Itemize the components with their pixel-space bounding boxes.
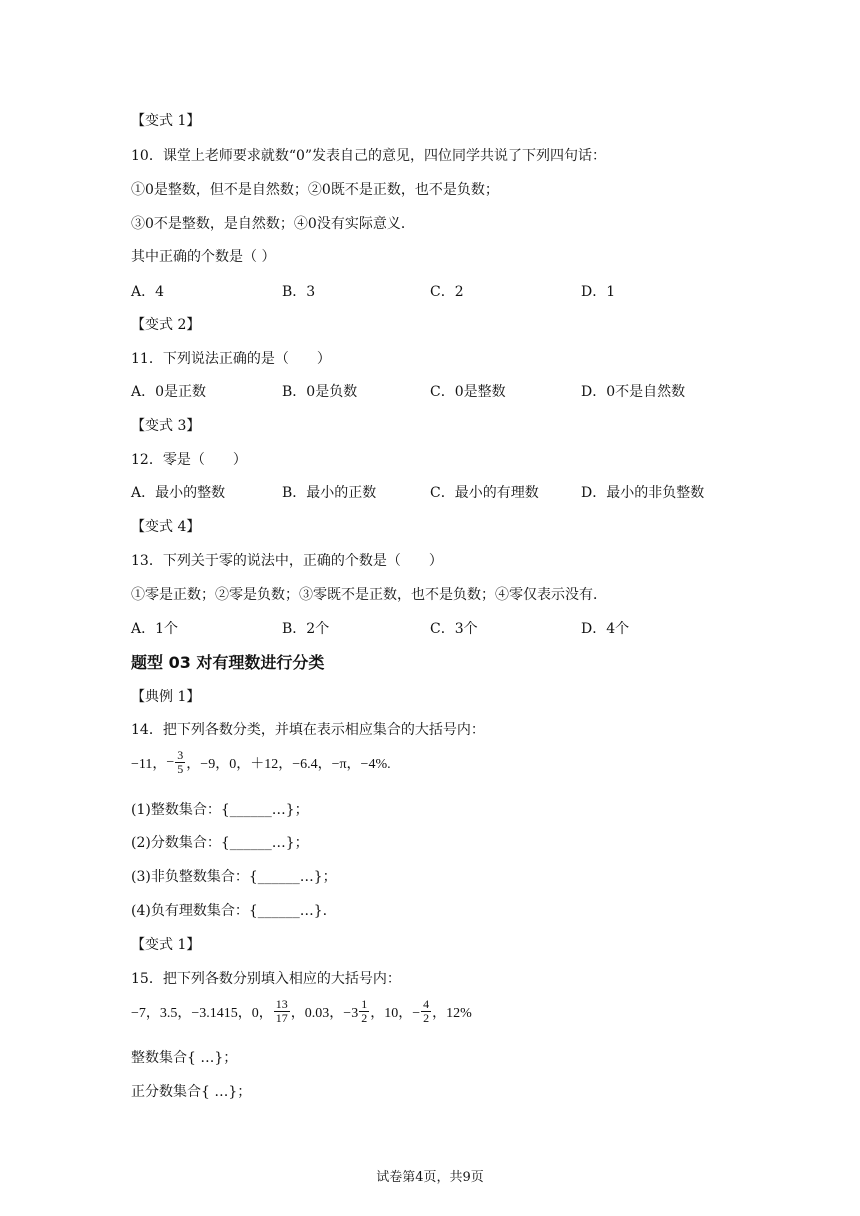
option-c: C．0是整数 <box>430 384 506 400</box>
question-10-stem: 10．课堂上老师要求就数“0”发表自己的意见，四位同学共说了下列四句话： <box>131 148 607 164</box>
fraction-denominator: 17 <box>275 1011 288 1025</box>
fraction-denominator: 2 <box>361 1011 368 1025</box>
option-a: A．1个 <box>131 621 179 637</box>
number-list-part: ，0.03，−3 <box>290 1005 359 1021</box>
variant-label: 【变式 1】 <box>131 937 201 953</box>
fraction <box>421 998 431 1025</box>
option-b: B．0是负数 <box>282 384 358 400</box>
section-heading: 题型 03 对有理数进行分类 <box>131 653 325 672</box>
variant-label: 【变式 2】 <box>131 317 201 333</box>
option-a: A．0是正数 <box>131 384 207 400</box>
fraction-numerator: 1 <box>361 997 368 1011</box>
question-10-statement-2: ③0不是整数，是自然数；④0没有实际意义． <box>131 216 415 232</box>
fraction-numerator: 13 <box>275 997 288 1011</box>
question-14-numbers <box>131 749 391 776</box>
option-b: B．3 <box>282 284 316 300</box>
question-15-stem: 15．把下列各数分别填入相应的大括号内： <box>131 971 401 987</box>
option-d: D．1 <box>581 284 616 300</box>
option-c: C．2 <box>430 284 464 300</box>
number-list-part: ，−9，0，＋12，−6.4，−π，−4%. <box>186 756 391 772</box>
option-d: D．4个 <box>581 621 630 637</box>
example-label: 【典例 1】 <box>131 689 201 705</box>
option-d: D．最小的非负整数 <box>581 485 705 501</box>
question-13-stem: 13．下列关于零的说法中，正确的个数是（ ） <box>131 553 443 569</box>
nonnegative-integer-set-blank: (3)非负整数集合：{______…}； <box>131 869 337 885</box>
fraction <box>359 998 369 1025</box>
negative-rational-set-blank: (4)负有理数集合：{______…}. <box>131 903 328 919</box>
fraction-set-blank: (2)分数集合：{______…}； <box>131 835 309 851</box>
option-c: C．最小的有理数 <box>430 485 539 501</box>
question-14-stem: 14．把下列各数分类，并填在表示相应集合的大括号内： <box>131 722 485 738</box>
fraction-numerator: 4 <box>423 997 430 1011</box>
question-10-statement-1: ①0是整数，但不是自然数；②0既不是正数，也不是负数； <box>131 182 499 198</box>
number-list-part: −7，3.5，−3.1415，0， <box>131 1005 273 1021</box>
fraction-denominator: 5 <box>177 762 184 776</box>
fraction <box>175 749 185 776</box>
question-13-statements: ①零是正数；②零是负数；③零既不是正数，也不是负数；④零仅表示没有． <box>131 587 607 603</box>
variant-label: 【变式 3】 <box>131 418 201 434</box>
fraction-numerator: 3 <box>177 748 184 762</box>
fraction <box>274 998 290 1025</box>
integer-set-blank: 整数集合{ …}； <box>131 1050 238 1066</box>
number-list-part: ，10，− <box>370 1005 421 1021</box>
question-10-ask: 其中正确的个数是（ ） <box>131 249 276 265</box>
option-a: A．最小的整数 <box>131 485 226 501</box>
variant-label: 【变式 4】 <box>131 519 201 535</box>
question-15-numbers <box>131 998 472 1025</box>
option-a: A．4 <box>131 284 165 300</box>
option-d: D．0不是自然数 <box>581 384 686 400</box>
fraction-denominator: 2 <box>423 1011 430 1025</box>
number-list-part: −11， <box>131 756 167 772</box>
question-11-stem: 11．下列说法正确的是（ ） <box>131 351 331 367</box>
option-b: B．最小的正数 <box>282 485 377 501</box>
question-12-stem: 12．零是（ ） <box>131 452 247 468</box>
variant-label: 【变式 1】 <box>131 113 201 129</box>
minus-sign: − <box>166 754 175 770</box>
option-c: C．3个 <box>430 621 478 637</box>
positive-fraction-set-blank: 正分数集合{ …}； <box>131 1084 252 1100</box>
option-b: B．2个 <box>282 621 330 637</box>
integer-set-blank: (1)整数集合：{______…}； <box>131 802 309 818</box>
page-footer: 试卷第4页，共9页 <box>376 1170 484 1185</box>
number-list-part: ，12% <box>432 1005 472 1021</box>
